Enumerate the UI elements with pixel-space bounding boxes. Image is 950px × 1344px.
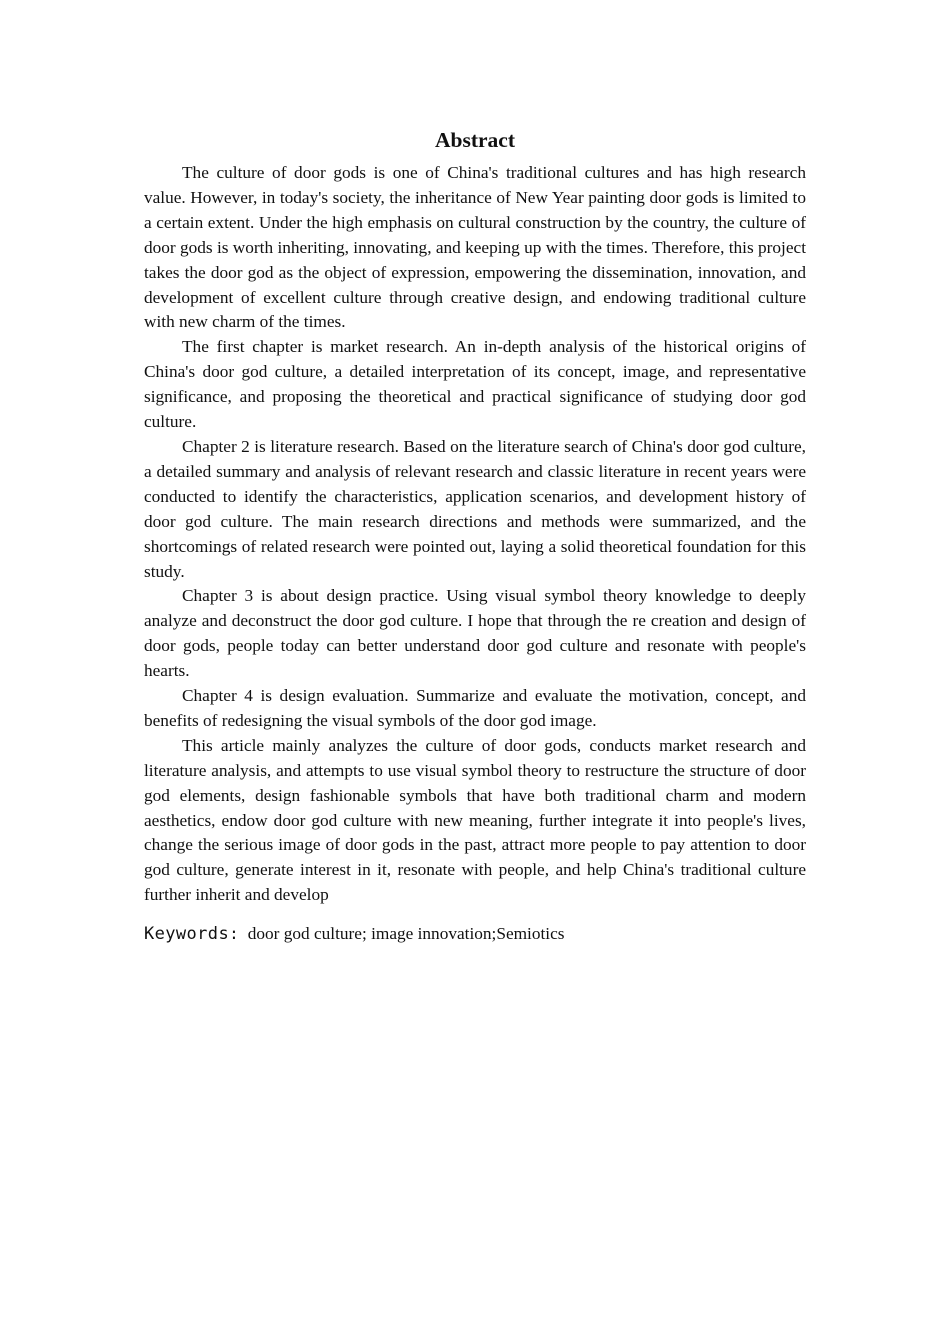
- abstract-paragraph: Chapter 3 is about design practice. Using visual symbol theory knowledge to deeply analyze and deconstruct the door god culture. I hope that through the re creation and design of door gods, people today can better understand door god culture and resonate with people's hearts.: [144, 586, 806, 681]
- keywords-separator: :: [229, 924, 239, 944]
- keywords-line: [144, 922, 806, 947]
- abstract-paragraph: This article mainly analyzes the culture of door gods, conducts market research and literature analysis, and attempts to use visual symbol theory to restructure the structure of door god elements, design fashionable symbols that have both traditional charm and modern aesthetics, endow door god culture with new meaning, further integrate it into people's lives, change the serious image of door gods in the past, attract more people to pay attention to door god culture, generate interest in it, resonate with people, and help China's traditional culture further inherit and develop: [144, 735, 806, 905]
- keywords-value: door god culture; image innovation;Semiotics: [247, 924, 565, 944]
- abstract-paragraph: Chapter 4 is design evaluation. Summarize and evaluate the motivation, concept, and benefits of redesigning the visual symbols of the door god image.: [144, 686, 806, 730]
- keywords-label: Keywords: [144, 924, 230, 945]
- abstract-section: [144, 125, 806, 947]
- abstract-paragraph: The culture of door gods is one of China's traditional cultures and has high research value. However, in today's society, the inheritance of New Year painting door gods is limited to a certain extent. Under the high emphasis on cultural construction by the country, the culture of door gods is worth inheriting, innovating, and keeping up with the times. Therefore, this project takes the door god as the object of expression, empowering the dissemination, innovation, and development of excellent culture through creative design, and endowing traditional culture with new charm of the times.: [144, 163, 807, 332]
- abstract-paragraph: Chapter 2 is literature research. Based on the literature search of China's door god culture, a detailed summary and analysis of relevant research and classic literature in recent years were conducted to identify the characteristics, application scenarios, and development history of door god culture. The main research directions and methods were summarized, and the shortcomings of related research were pointed out, laying a solid theoretical foundation for this study.: [144, 436, 806, 581]
- abstract-paragraph: The first chapter is market research. An in-depth analysis of the historical origins of China's door god culture, a detailed interpretation of its concept, image, and representative significance, and proposing the theoretical and practical significance of studying door god culture.: [144, 337, 806, 432]
- abstract-title: Abstract: [434, 128, 515, 152]
